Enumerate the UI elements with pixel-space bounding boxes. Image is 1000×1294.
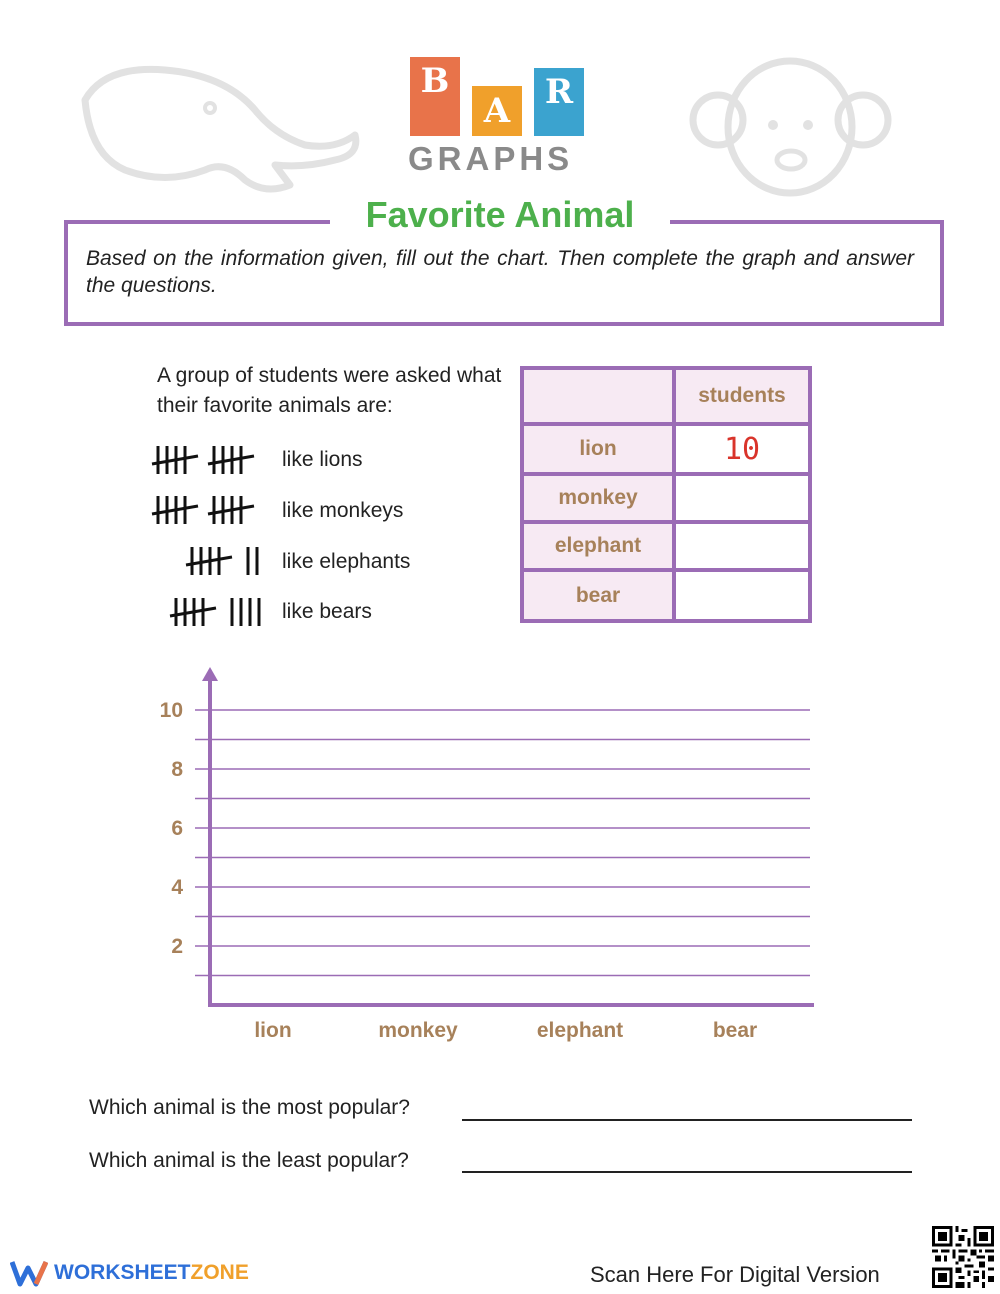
intro-text: A group of students were asked what their favorite animals are: [157, 364, 502, 417]
table-row-label-bear: bear [524, 572, 676, 619]
y-tick-label: 8 [171, 758, 183, 781]
x-category-label: elephant [536, 1019, 624, 1042]
tally-label-monkeys: like monkeys [282, 499, 404, 522]
brand-name-zone: ZONE [190, 1261, 249, 1284]
logo-letter-r: R [534, 68, 584, 136]
tally-marks-elephants [150, 541, 270, 581]
table-cell-elephant[interactable] [676, 524, 808, 572]
x-category-label: monkey [378, 1019, 458, 1042]
x-category-label: lion [254, 1019, 292, 1042]
table-cell-lion[interactable]: 10 [676, 426, 808, 476]
bar-graph [140, 665, 830, 1055]
student-count-table [520, 366, 812, 623]
tally-marks-monkeys [150, 490, 270, 530]
table-row-label-elephant: elephant [524, 524, 676, 572]
question-most-popular: Which animal is the most popular? [89, 1096, 410, 1119]
logo-letter-b: B [410, 57, 460, 136]
table-row-label-lion: lion [524, 426, 676, 476]
logo-subtitle: GRAPHS [408, 140, 574, 177]
answer-line-least-popular[interactable] [462, 1171, 912, 1173]
instructions-text: Based on the information given, fill out the chart. Then complete the graph and answer the questions. [86, 247, 914, 297]
x-category-label: bear [712, 1019, 758, 1042]
question-least-popular: Which animal is the least popular? [89, 1149, 409, 1172]
tally-marks-bears [150, 592, 270, 632]
table-header-students: students [676, 370, 808, 426]
scan-caption: Scan Here For Digital Version [590, 1262, 880, 1287]
y-axis-arrow-icon [202, 667, 218, 681]
brand-logo[interactable] [10, 1258, 249, 1288]
tally-marks-lions [150, 440, 270, 480]
elephant-outline-icon [75, 60, 365, 200]
worksheetzone-w-icon [10, 1258, 48, 1288]
y-tick-label: 6 [171, 817, 183, 840]
y-tick-label: 10 [159, 699, 183, 722]
y-tick-label: 4 [171, 876, 183, 899]
table-row-label-monkey: monkey [524, 476, 676, 524]
answer-line-most-popular[interactable] [462, 1119, 912, 1121]
y-tick-label: 2 [171, 935, 183, 958]
table-corner-cell [524, 370, 676, 426]
page-title: Favorite Animal [330, 194, 670, 236]
table-cell-bear[interactable] [676, 572, 808, 619]
brand-name-worksheet: WORKSHEET [54, 1261, 191, 1284]
tally-label-bears: like bears [282, 600, 372, 623]
tally-label-lions: like lions [282, 448, 363, 471]
tally-label-elephants: like elephants [282, 550, 411, 573]
logo-letter-a: A [472, 86, 522, 136]
table-cell-monkey[interactable] [676, 476, 808, 524]
monkey-outline-icon [688, 55, 893, 205]
qr-code-icon[interactable] [932, 1226, 994, 1288]
